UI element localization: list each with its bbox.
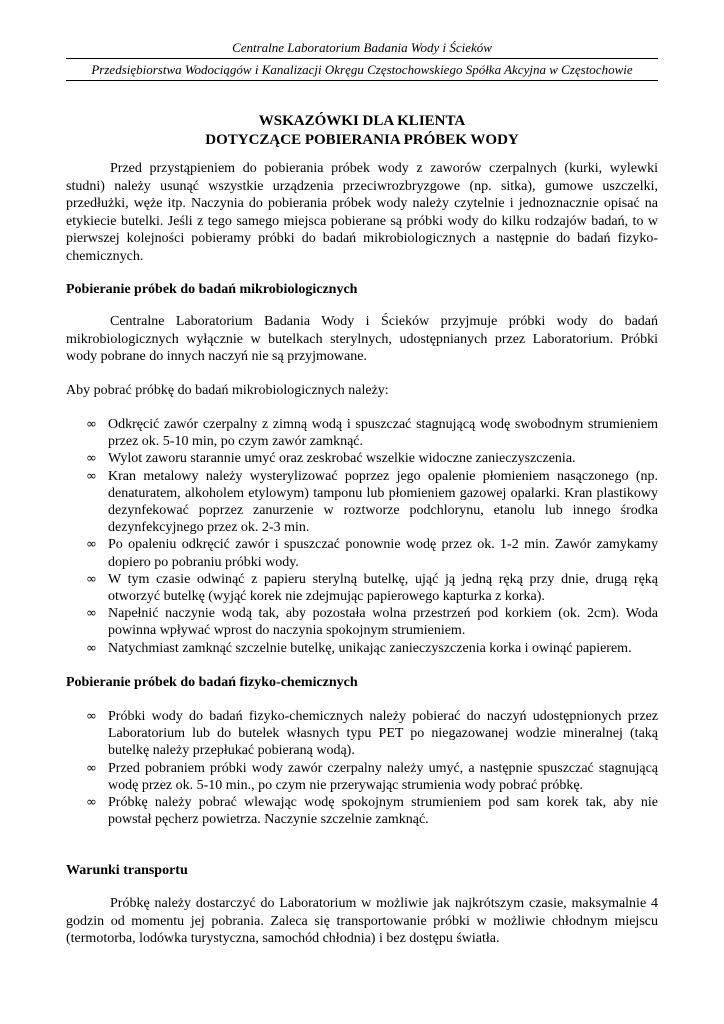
microbiology-paragraph: Centralne Laboratorium Badania Wody i Ścieków przyjmuje próbki wody do badań mikrobiologicznych wyłącznie w butelkach sterylnych, udostępnianych przez Laboratorium. Próbki wody pobrane do innych naczyń nie są przyjmowane. — [66, 314, 658, 365]
bullet-icon: ∞ — [86, 468, 97, 484]
microbiology-lead: Aby pobrać próbkę do badań mikrobiologicznych należy: — [66, 383, 389, 398]
section-heading-transport: Warunki transportu — [66, 863, 188, 878]
section-heading-physicochemical: Pobieranie próbek do badań fizyko-chemicznych — [66, 675, 358, 690]
intro-paragraph: Przed przystąpieniem do pobierania próbek wody z zaworów czerpalnych (kurki, wylewki studni) należy usunąć wszystkie urządzenia przeciwrozbryzgowe (np. sitka), gumowe uszczelki, przedłużki, węże itp. Naczynia do pobierania próbek wody należy czytelnie i jednoznacznie opisać na etykiecie butelki. Jeśli z tego samego miejsca pobierane są próbki wody do kilku rodzajów badań, to w pierwszej kolejności pobieramy próbki do badań mikrobiologicznych a następnie do badań fizyko-chemicznych. — [66, 161, 658, 264]
header-divider — [66, 80, 658, 81]
bullet-icon: ∞ — [86, 451, 97, 467]
list-item: ∞ Przed pobraniem próbki wody zawór czerpalny należy umyć, a następnie spuszczać stagnującą wodę przez ok. 5-10 min., po czym nie przerywając strumienia wody pobrać próbkę. — [86, 760, 658, 793]
document-title: WSKAZÓWKI DLA KLIENTA — [258, 113, 466, 129]
bullet-icon: ∞ — [86, 571, 97, 587]
bullet-icon: ∞ — [86, 760, 97, 776]
list-item: ∞ Wylot zaworu starannie umyć oraz zeskrobać wszelkie widoczne zanieczyszczenia. — [86, 451, 576, 467]
bullet-icon: ∞ — [86, 606, 97, 622]
document-subtitle: DOTYCZĄCE POBIERANIA PRÓBEK WODY — [205, 132, 519, 148]
list-item: ∞ Po opaleniu odkręcić zawór i spuszczać ponownie wodę przez ok. 1-2 min. Zawór zamykamy dopiero po pobraniu próbki wody. — [86, 537, 658, 570]
header-company-name: Przedsiębiorstwa Wodociągów i Kanalizacji Okręgu Częstochowskiego Spółka Akcyjna w Częstochowie — [91, 62, 633, 77]
bullet-icon: ∞ — [86, 537, 97, 553]
list-item: ∞ Próbkę należy pobrać wlewając wodę spokojnym strumieniem pod sam korek tak, aby nie powstał pęcherz powietrza. Naczynie szczelnie zamknąć. — [86, 795, 658, 828]
bullet-icon: ∞ — [86, 795, 97, 811]
bullet-icon: ∞ — [86, 709, 97, 724]
header-divider — [66, 58, 658, 59]
list-item: ∞ Napełnić naczynie wodą tak, aby pozostała wolna przestrzeń pod korkiem (ok. 2cm). Woda powinna wpływać wprost do naczynia spokojnym strumieniem. — [86, 606, 658, 639]
list-item: ∞ Próbki wody do badań fizyko-chemicznych należy pobierać do naczyń udostępnionych przez Laboratorium lub do butelek własnych typu PET po niegazowanej wodzie mineralnej (taką butelkę należy przepłukać pobieraną wodą). — [86, 709, 658, 759]
list-item: ∞ W tym czasie odwinąć z papieru sterylną butelkę, ująć ją jedną ręką przy dnie, drugą ręką otworzyć butelkę (wyjąć korek nie zdejmując papierowego kapturka z korka). — [86, 571, 658, 605]
transport-paragraph: Próbkę należy dostarczyć do Laboratorium w możliwie jak najkrótszym czasie, maksymalnie 4 godzin od momentu jej pobrania. Zaleca się transportowanie próbki w możliwie chłodnym miejscu (termotorba, lodówka turystyczna, samochód chłodnia) i bez dostępu światła. — [66, 896, 658, 947]
microbiology-steps-list — [86, 416, 658, 657]
header-lab-name: Centralne Laboratorium Badania Wody i Ścieków — [232, 40, 492, 55]
section-heading-microbiology: Pobieranie próbek do badań mikrobiologicznych — [66, 282, 358, 297]
bullet-icon: ∞ — [86, 640, 97, 656]
physicochemical-steps-list — [86, 708, 658, 828]
list-item: ∞ Natychmiast zamknąć szczelnie butelkę, unikając zanieczyszczenia korka i owinąć papierem. — [86, 640, 632, 656]
list-item: ∞ Kran metalowy należy wysterylizować poprzez jego opalenie płomieniem nasączonego (np. denaturatem, alkoholem etylowym) tamponu lub płomieniem gazowej opalarki. Kran plastikowy dezynfekować poprzez zanurzenie w roztworze podchlorynu, etanolu lub innego środka dezynfekcyjnego przez ok. 2-3 min. — [86, 468, 658, 536]
list-item: ∞ Odkręcić zawór czerpalny z zimną wodą i spuszczać stagnującą wodę swobodnym strumieniem przez ok. 5-10 min, po czym zawór zamknąć. — [86, 417, 658, 450]
bullet-icon: ∞ — [86, 417, 97, 432]
